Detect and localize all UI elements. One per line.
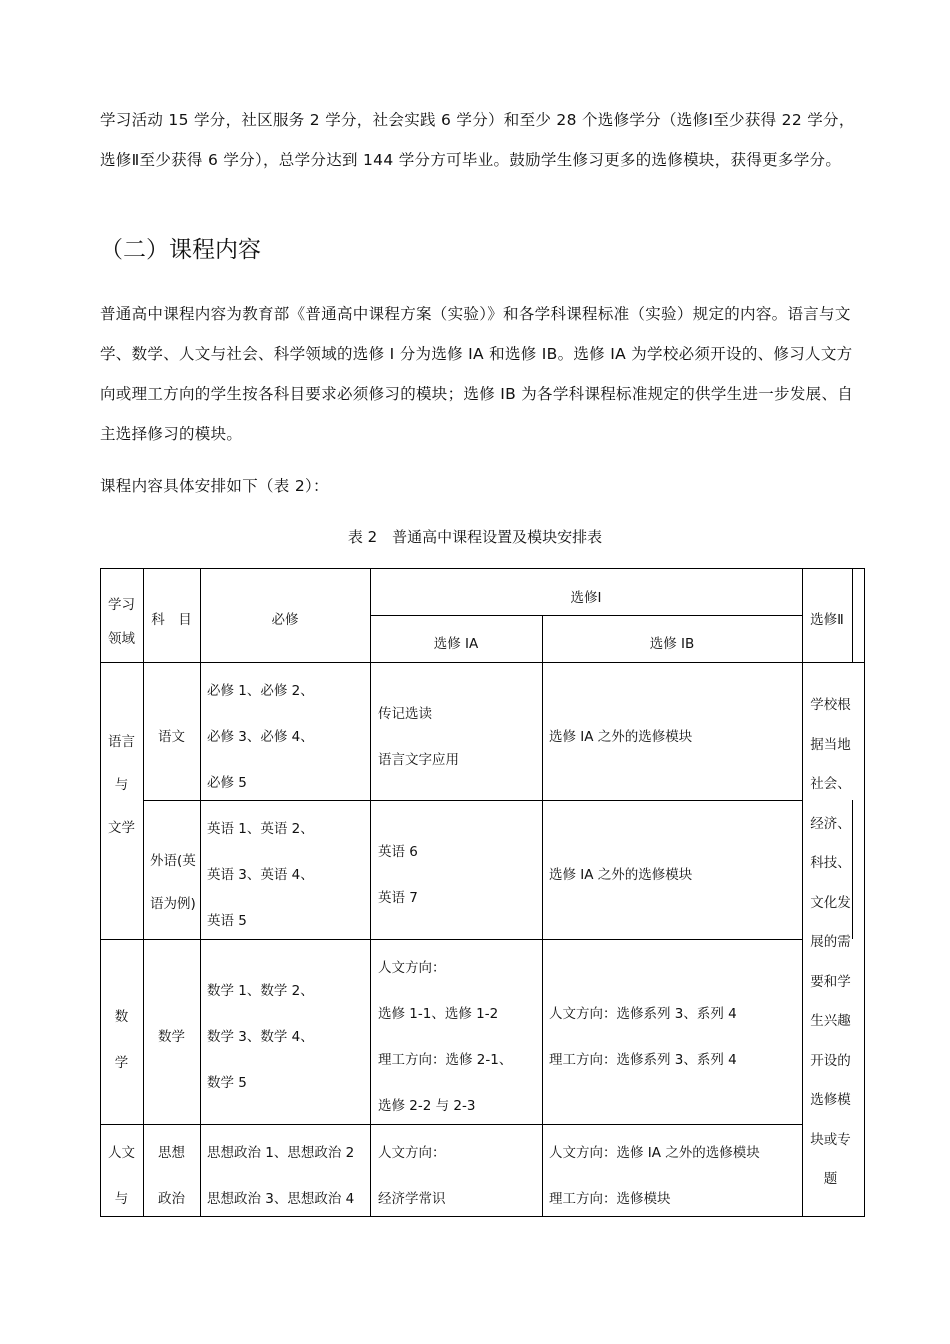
module-text: 选修 IA 之外的选修模块 bbox=[549, 867, 693, 883]
module-text: 思想政治 3、思想政治 4 bbox=[207, 1191, 355, 1207]
module-text: 必修 3、必修 4、 bbox=[207, 729, 314, 745]
elective2-line: 学校根 bbox=[810, 697, 851, 713]
module-text: 人文方向： bbox=[378, 960, 446, 976]
english-elective1a bbox=[378, 829, 418, 921]
subject-math: 数学 bbox=[158, 1029, 185, 1045]
module-text: 必修 5 bbox=[207, 775, 247, 791]
domain-humanities bbox=[100, 1130, 143, 1222]
table-caption: 表 2 普通高中课程设置及模块安排表 bbox=[347, 528, 603, 546]
politics-elective1a bbox=[378, 1130, 446, 1222]
header-domain bbox=[100, 588, 143, 656]
module-text: 英语 1、英语 2、 bbox=[207, 821, 314, 837]
module-text: 选修 IA 之外的选修模块 bbox=[549, 729, 693, 745]
chinese-elective1b bbox=[549, 714, 692, 760]
module-text: 选修 2-2 与 2-3 bbox=[378, 1098, 476, 1114]
module-text: 经济学常识 bbox=[378, 1191, 446, 1207]
elective2-line: 社会、 bbox=[810, 776, 851, 792]
module-text: 人文方向：选修系列 3、系列 4 bbox=[549, 1006, 737, 1022]
header-elective1a: 选修 IA bbox=[433, 636, 479, 652]
table-border-right bbox=[864, 568, 865, 1217]
domain-text: 文学 bbox=[108, 820, 135, 836]
paragraph-course-content: 普通高中课程内容为教育部《普通高中课程方案（实验）》和各学科课程标准（实验）规定的内容。语言与文学、数学、人文与社会、科学领域的选修 I 分为选修 IA 和选修 IB。选修 IA 为学校必须开设的、修习人文方向或理工方向的学生按各科目要求必须修习的模块；选修 IB 为各学科课程标准规定的供学生进一步发展、自主选择修习的模块。 bbox=[100, 305, 854, 443]
section-heading: （二）课程内容 bbox=[100, 237, 261, 263]
table-line bbox=[143, 568, 144, 1217]
english-required bbox=[207, 806, 314, 944]
subject-text: 语为例) bbox=[150, 896, 196, 912]
module-text: 英语 7 bbox=[378, 890, 418, 906]
domain-language-literature bbox=[100, 721, 143, 850]
table-border-top bbox=[100, 568, 865, 569]
table-line bbox=[542, 615, 543, 1217]
module-text: 传记选读 bbox=[378, 706, 432, 722]
elective2-line: 科技、 bbox=[810, 855, 851, 871]
elective2-line: 据当地 bbox=[810, 736, 851, 753]
politics-elective1b bbox=[549, 1130, 760, 1222]
table-line bbox=[852, 568, 853, 662]
paragraph-intro-table: 课程内容具体安排如下（表 2）： bbox=[100, 477, 329, 495]
module-text: 数学 5 bbox=[207, 1075, 247, 1091]
elective2-description bbox=[802, 686, 859, 1200]
module-text: 人文方向： bbox=[378, 1145, 446, 1161]
domain-text: 学 bbox=[114, 1055, 129, 1071]
domain-text: 数 bbox=[114, 1009, 129, 1025]
subject-politics bbox=[143, 1130, 200, 1222]
chinese-required bbox=[207, 668, 314, 806]
module-text: 数学 3、数学 4、 bbox=[207, 1029, 314, 1045]
domain-text: 与 bbox=[114, 777, 129, 793]
politics-required bbox=[207, 1130, 354, 1222]
module-text: 英语 3、英语 4、 bbox=[207, 867, 314, 883]
chinese-elective1a bbox=[378, 691, 459, 783]
module-text: 语言文字应用 bbox=[378, 752, 459, 768]
paragraph-credits: 学习活动 15 学分，社区服务 2 学分，社会实践 6 学分）和至少 28 个选修学分（选修Ⅰ至少获得 22 学分，选修Ⅱ至少获得 6 学分），总学分达到 144 学分方可毕业。鼓励学生修习更多的选修模块，获得更多学分。 bbox=[100, 111, 855, 169]
math-elective1b bbox=[549, 991, 737, 1083]
subject-text: 政治 bbox=[158, 1191, 185, 1207]
subject-chinese: 语文 bbox=[158, 729, 185, 745]
elective2-line: 要和学 bbox=[810, 973, 851, 990]
subject-text: 外语(英 bbox=[150, 853, 196, 869]
elective2-line: 开设的 bbox=[810, 1052, 851, 1069]
module-text: 思想政治 1、思想政治 2 bbox=[207, 1145, 355, 1161]
header-required: 必修 bbox=[271, 612, 299, 628]
module-text: 数学 1、数学 2、 bbox=[207, 983, 314, 999]
module-text: 英语 5 bbox=[207, 913, 247, 929]
domain-text: 人文 bbox=[108, 1145, 135, 1161]
module-text: 人文方向：选修 IA 之外的选修模块 bbox=[549, 1145, 760, 1161]
elective2-line: 展的需 bbox=[810, 934, 851, 950]
elective2-line: 生兴趣 bbox=[810, 1013, 851, 1029]
elective2-line: 文化发 bbox=[810, 894, 851, 911]
table-line bbox=[100, 939, 802, 940]
table-border-left bbox=[100, 568, 101, 1217]
module-text: 理工方向：选修模块 bbox=[549, 1191, 671, 1207]
elective2-line: 题 bbox=[823, 1171, 838, 1187]
english-elective1b bbox=[549, 852, 692, 898]
header-elective2: 选修Ⅱ bbox=[810, 612, 844, 628]
header-elective1b: 选修 IB bbox=[649, 636, 695, 652]
domain-text: 与 bbox=[114, 1191, 129, 1207]
header-domain-line2: 领域 bbox=[108, 631, 135, 647]
table-line bbox=[200, 568, 201, 1217]
table-line bbox=[370, 568, 371, 1217]
module-text: 理工方向：选修系列 3、系列 4 bbox=[549, 1052, 737, 1068]
module-text: 英语 6 bbox=[378, 844, 418, 860]
domain-math bbox=[100, 994, 143, 1086]
elective2-line: 选修模 bbox=[810, 1092, 851, 1108]
subject-text: 思想 bbox=[158, 1145, 185, 1161]
table-line bbox=[370, 615, 802, 616]
module-text: 必修 1、必修 2、 bbox=[207, 683, 314, 699]
math-elective1a bbox=[378, 945, 512, 1129]
elective2-line: 经济、 bbox=[810, 815, 851, 832]
table-line bbox=[100, 662, 865, 663]
header-domain-line1: 学习 bbox=[108, 597, 135, 613]
domain-text: 语言 bbox=[108, 734, 135, 750]
header-subject: 科 目 bbox=[151, 612, 192, 628]
elective2-line: 块或专 bbox=[810, 1131, 851, 1148]
header-elective1: 选修Ⅰ bbox=[570, 590, 602, 606]
math-required bbox=[207, 968, 314, 1106]
subject-english bbox=[150, 840, 196, 926]
module-text: 选修 1-1、选修 1-2 bbox=[378, 1006, 499, 1022]
module-text: 理工方向：选修 2-1、 bbox=[378, 1052, 513, 1068]
